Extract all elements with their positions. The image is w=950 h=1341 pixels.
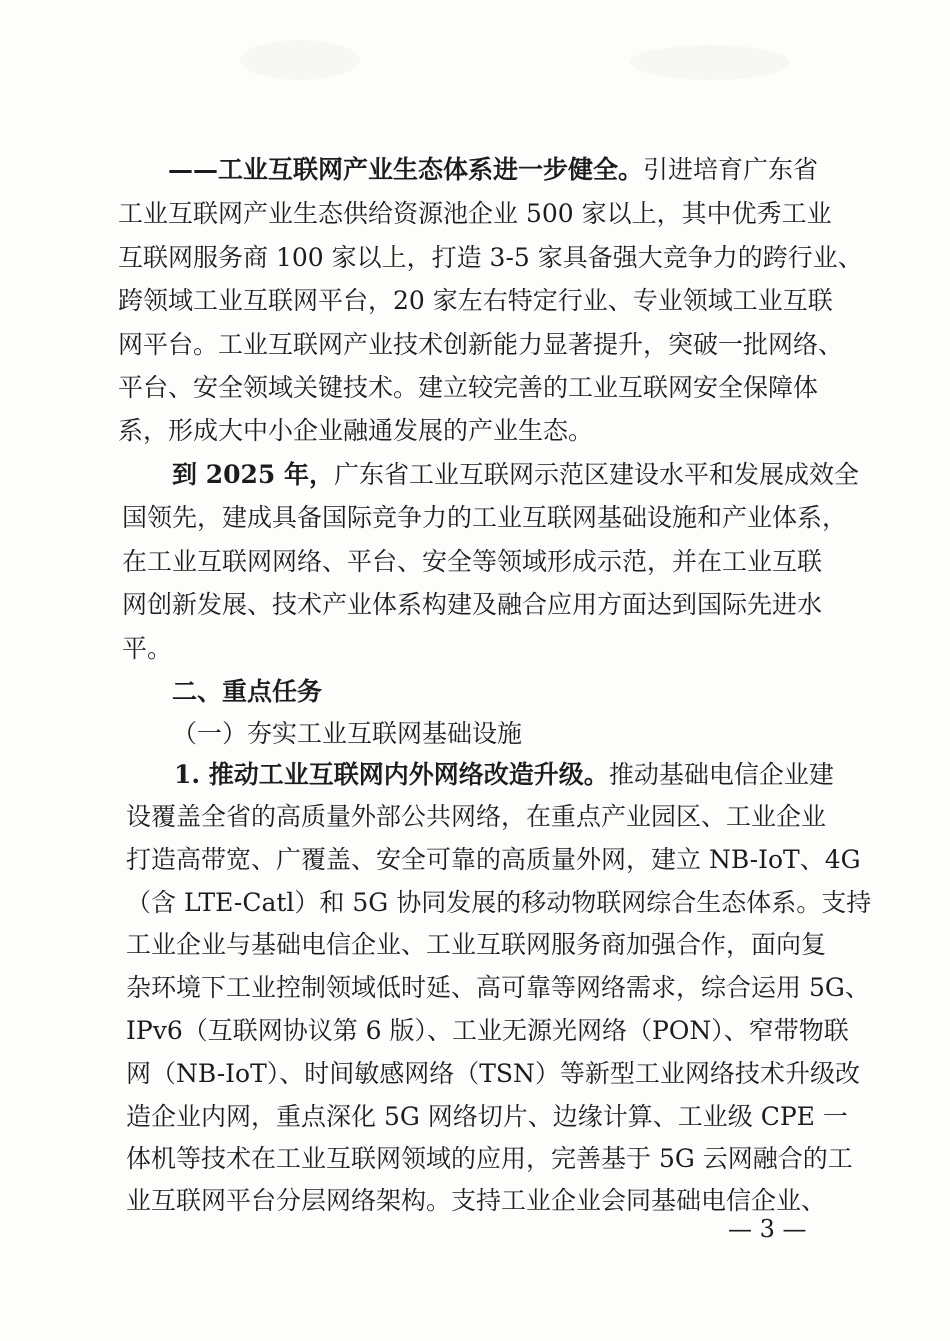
bold-lead: ——工业互联网产业生态体系进一步健全。 [168,155,644,184]
paragraph-line: IPv6（互联网协议第 6 版）、工业无源光网络（PON）、窄带物联 [126,1016,849,1045]
paragraph-line [172,455,860,495]
text-run: 引进培育广东省 [643,155,819,184]
paragraph-line: 网创新发展、技术产业体系构建及融合应用方面达到国际先进水 [122,590,823,619]
paragraph-line: 打造高带宽、广覆盖、安全可靠的高质量外网，建立 NB-IoT、4G [126,845,861,874]
paragraph-line: （含 LTE-Catl）和 5G 协同发展的移动物联网综合生态体系。支持 [126,888,872,917]
section-heading: 二、重点任务 [172,677,323,706]
paragraph-line: 平。 [122,634,173,663]
paragraph-line: 体机等技术在工业互联网领域的应用，完善基于 5G 云网融合的工 [126,1144,853,1173]
paragraph-line: 造企业内网，重点深化 5G 网络切片、边缘计算、工业级 CPE 一 [126,1102,848,1131]
paragraph-line: 工业企业与基础电信企业、工业互联网服务商加强合作，面向复 [126,930,827,959]
paragraph-line [168,150,819,190]
paragraph-line [174,755,834,795]
paragraph-line: 业互联网平台分层网络架构。支持工业企业会同基础电信企业、 [126,1186,827,1215]
page-number: — 3 — [728,1215,807,1243]
paragraph-line: 杂环境下工业控制领域低时延、高可靠等网络需求，综合运用 5G、 [126,973,870,1002]
paragraph-line: 互联网服务商 100 家以上，打造 3-5 家具备强大竞争力的跨行业、 [118,243,863,272]
bold-lead: 1. 推动工业互联网内外网络改造升级。 [174,760,609,789]
paragraph-line: 在工业互联网网络、平台、安全等领域形成示范，并在工业互联 [122,547,823,576]
paragraph-line: 网（NB-IoT）、时间敏感网络（TSN）等新型工业网络技术升级改 [126,1059,860,1088]
paragraph-line: 设覆盖全省的高质量外部公共网络，在重点产业园区、工业企业 [126,802,827,831]
subsection-heading: （一）夯实工业互联网基础设施 [172,719,523,748]
paragraph-line: 工业互联网产业生态供给资源池企业 500 家以上，其中优秀工业 [118,199,832,228]
paragraph-line: 跨领域工业互联网平台，20 家左右特定行业、专业领域工业互联 [118,286,833,315]
text-run: 广东省工业互联网示范区建设水平和发展成效全 [334,460,860,489]
paragraph-line: 系，形成大中小企业融通发展的产业生态。 [118,416,594,445]
scan-smudge [240,40,360,80]
paragraph-line: 平台、安全领域关键技术。建立较完善的工业互联网安全保障体 [118,373,819,402]
bold-lead: 到 2025 年， [172,460,334,489]
text-run: 推动基础电信企业建 [608,760,834,789]
paragraph-line: 网平台。工业互联网产业技术创新能力显著提升，突破一批网络、 [118,330,844,359]
scan-smudge [630,45,790,80]
paragraph-line: 国领先，建成具备国际竞争力的工业互联网基础设施和产业体系， [122,503,848,532]
